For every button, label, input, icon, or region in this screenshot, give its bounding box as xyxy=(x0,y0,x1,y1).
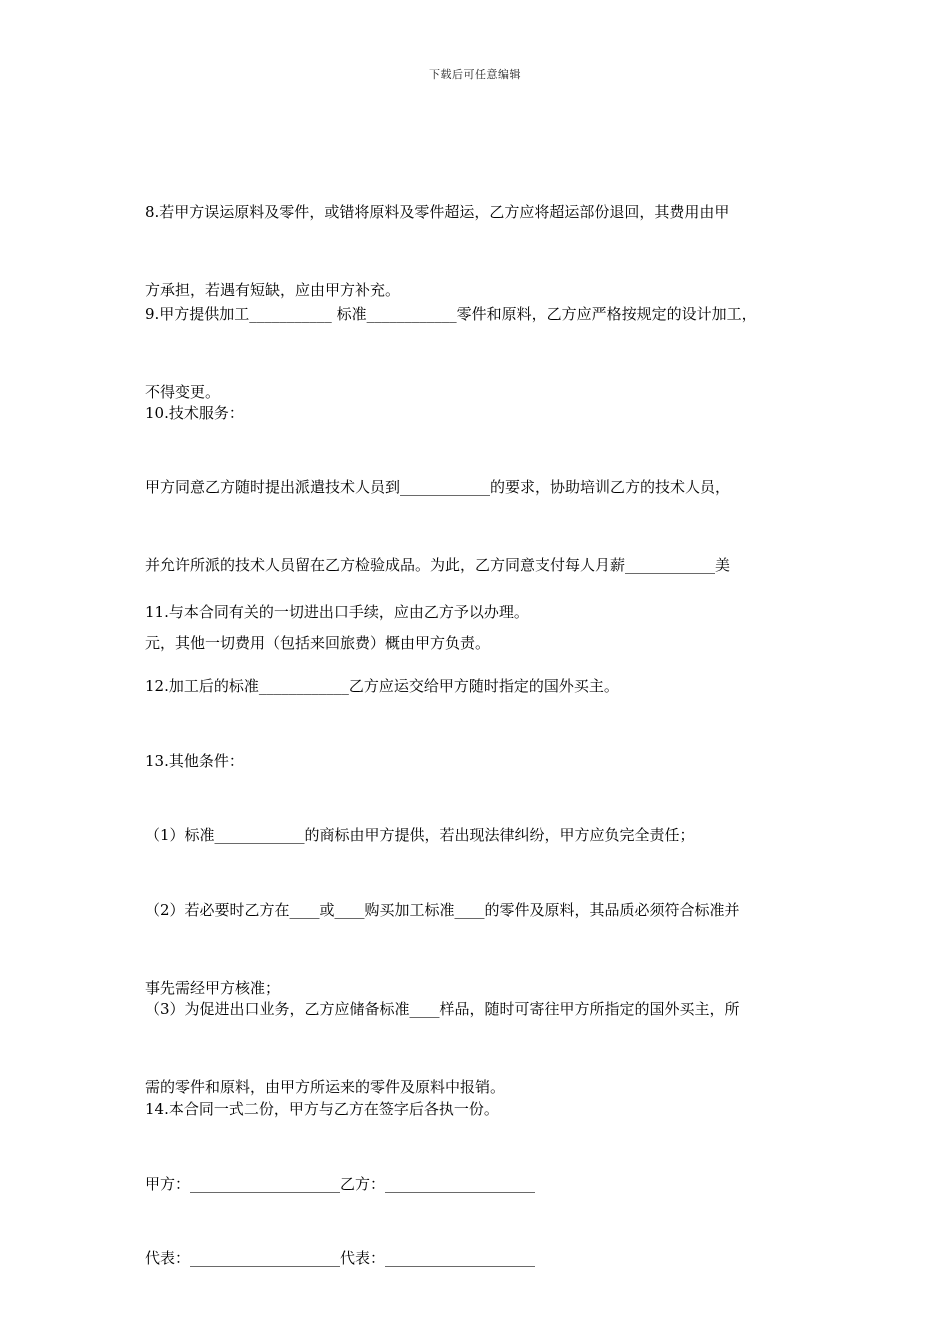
clause-9-line-1: 9.甲方提供加工___________ 标准____________零件和原料，乙方应严格按规定的设计加工， xyxy=(145,305,757,323)
clause-9-line-2: 不得变更。 xyxy=(145,383,221,401)
signature-representatives xyxy=(145,1193,817,1323)
clause-10-title-line: 10.技术服务： xyxy=(145,404,244,422)
clause-14-line: 14.本合同一式二份，甲方与乙方在签字后各执一份。 xyxy=(145,1100,499,1118)
clause-13-item-2-line-2: 事先需经甲方核准； xyxy=(145,979,281,997)
clause-8-line-2: 方承担，若遇有短缺，应由甲方补充。 xyxy=(145,281,401,299)
clause-13-item-1-line: （1）标准____________的商标由甲方提供，若出现法律纠纷，甲方应负完全责任； xyxy=(145,826,695,844)
clause-13-item-2-line-1: （2）若必要时乙方在____或____购买加工标准____的零件及原料，其品质必须符合标准并 xyxy=(145,901,740,919)
clause-13-item-3-line-1: （3）为促进出口业务，乙方应储备标准____样品，随时可寄往甲方所指定的国外买主，所 xyxy=(145,1000,740,1018)
clause-10-body-line-1: 甲方同意乙方随时提出派遣技术人员到____________的要求，协助培训乙方的技术人员， xyxy=(145,478,731,496)
clause-10-body-line-2: 并允许所派的技术人员留在乙方检验成品。为此，乙方同意支付每人月薪____________美 xyxy=(145,556,731,574)
clause-11-line: 11.与本合同有关的一切进出口手续，应由乙方予以办理。 xyxy=(145,603,529,621)
clause-8-line-1: 8.若甲方误运原料及零件，或错将原料及零件超运，乙方应将超运部份退回，其费用由甲 xyxy=(145,203,730,221)
signature-parties-line: 甲方：____________________乙方：____________________ xyxy=(145,1175,536,1193)
clause-10-body-line-3: 元，其他一切费用（包括来回旅费）概由甲方负责。 xyxy=(145,634,491,652)
page-header: 下载后可任意编辑 xyxy=(429,68,521,81)
clause-12-line: 12.加工后的标准____________乙方应运交给甲方随时指定的国外买主。 xyxy=(145,677,619,695)
signature-representatives-line: 代表：____________________代表：____________________ xyxy=(145,1249,536,1267)
clause-13-item-3-line-2: 需的零件和原料，由甲方所运来的零件及原料中报销。 xyxy=(145,1078,506,1096)
clause-13-title-line: 13.其他条件： xyxy=(145,752,244,770)
